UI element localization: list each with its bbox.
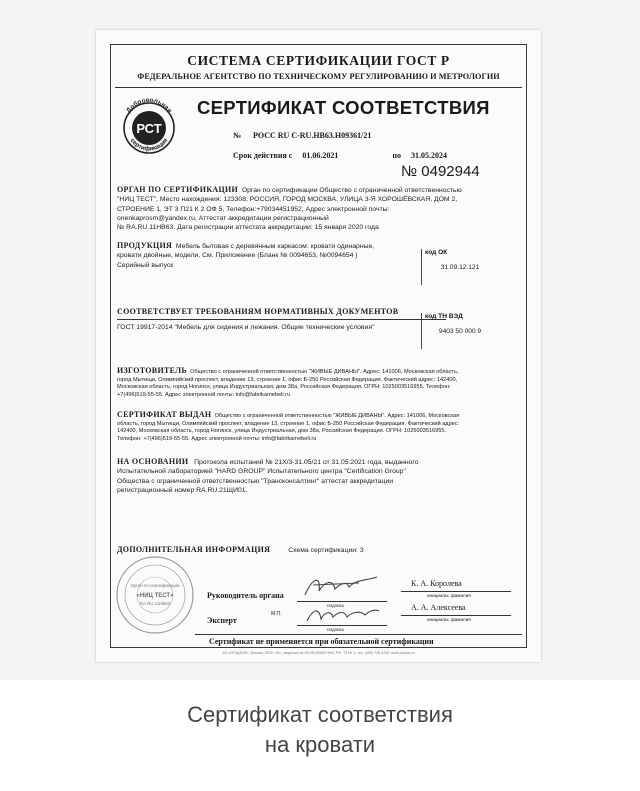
- compliance-line1: ГОСТ 19917-2014 "Мебель для сидения и лежания. Общие технические условия": [117, 324, 375, 331]
- validity-label: Срок действия с: [233, 151, 293, 160]
- basis-label: НА ОСНОВАНИИ: [117, 457, 189, 466]
- product-line2: кровати двойные, модели, См. Приложение (Бланк № 0094653, №0094654 ): [117, 252, 358, 260]
- product-code-value: 31.09.12.121: [440, 264, 480, 271]
- head-name: К. А. Королева: [411, 579, 462, 588]
- product-label: ПРОДУКЦИЯ: [117, 241, 173, 250]
- certificate-title: СЕРТИФИКАТ СООТВЕТСТВИЯ: [197, 97, 490, 118]
- manufacturer-line4: +7(496)519-55-55. Адрес электронной почты: info@fabrikamebeli.ru: [117, 391, 291, 398]
- issued-to-line1: Общество с ограниченной ответственностью "ЖИВЫЕ ДИВАНЫ". Адрес: 141006, Московская: [214, 413, 460, 419]
- certificate-sheet: [96, 30, 541, 662]
- organ-line2: "НИЦ ТЕСТ", Место нахождения: 123308, РОССИЯ, ГОРОД МОСКВА, УЛИЦА 3-Я ХОРОШЁВСКАЯ, ДОМ 2,: [117, 196, 458, 204]
- agency-name: ФЕДЕРАЛЬНОЕ АГЕНТСТВО ПО ТЕХНИЧЕСКОМУ РЕГУЛИРОВАНИЮ И МЕТРОЛОГИИ: [137, 72, 500, 81]
- manufacturer-line1: Общество с ограниченной ответственностью "ЖИВЫЕ ДИВАНЫ". Адрес: 141006, Московская область,: [190, 369, 459, 375]
- footer-rule: [195, 634, 522, 635]
- validity-to-label: по: [392, 151, 401, 160]
- tnved-code-box: [421, 313, 495, 349]
- manufacturer-label: ИЗГОТОВИТЕЛЬ: [117, 366, 187, 375]
- caption-line1: Сертификат соответствия: [187, 702, 453, 727]
- compliance-rule: [117, 319, 446, 320]
- tnved-code-value: 9403 50 000 9: [438, 328, 482, 335]
- issued-to-line3: 142400, Московская область, город Ногинск, улица Индустриальная, дом 38а, Российская Федерация. ОГРН: 1025003516955.: [117, 428, 447, 435]
- number-label: №: [233, 131, 242, 140]
- tnved-code-label: код ТН ВЭД: [425, 313, 463, 320]
- product-code-label: код ОК: [425, 249, 448, 256]
- compliance-label: СООТВЕТСТВУЕТ ТРЕБОВАНИЯМ НОРМАТИВНЫХ ДОКУМЕНТОВ: [117, 307, 399, 316]
- organ-section: [117, 185, 517, 232]
- issued-to-label: СЕРТИФИКАТ ВЫДАН: [117, 410, 212, 419]
- number-row: [233, 131, 371, 140]
- stamp-line1: Орган по сертификации: [130, 583, 180, 588]
- mp-label: М.П.: [271, 611, 282, 617]
- expert-label: Эксперт: [207, 616, 237, 625]
- head-label: Руководитель органа: [207, 591, 284, 600]
- head-name-caption: инициалы, фамилия: [427, 593, 471, 598]
- additional-label: ДОПОЛНИТЕЛЬНАЯ ИНФОРМАЦИЯ: [117, 545, 271, 554]
- issued-to-line2: область, город Мытищи, Олимпийский проспект, владение 13, строение 1, офис Б-250 Российская Федерация. Фактический адрес:: [117, 420, 460, 427]
- stamp-line3: RA.RU.11НВ63: [139, 601, 171, 606]
- manufacturer-section: [117, 367, 512, 399]
- manufacturer-line2: город Мытищи, Олимпийский проспект, владение 13, строение 1, офис Б-250 Российская Федерация. Фактический адрес: 142400,: [117, 376, 458, 383]
- stamp-icon: [113, 553, 197, 637]
- head-signature-icon: [299, 571, 383, 603]
- logo-text-top: Добровольная: [125, 96, 173, 115]
- product-section: [117, 241, 417, 270]
- blank-number: № 0492944: [401, 163, 480, 180]
- caption-line2: на кровати: [264, 732, 376, 757]
- system-title: СИСТЕМА СЕРТИФИКАЦИИ ГОСТ Р: [187, 53, 450, 68]
- footer-note: Сертификат не применяется при обязательной сертификации: [209, 637, 434, 646]
- basis-line2: Испытательной лабораторией "HARD GROUP" Испытательного центра "Certification Group": [117, 468, 406, 476]
- basis-section: [117, 457, 517, 495]
- manufacturer-line3: Московская область, город Ногинск, улица Индустриальная, дом 38а, Российская Федерация. ОГРН: 1025003516955. Телефон:: [117, 384, 451, 391]
- basis-line3: Общества с ограниченной ответственностью "Трансконсалтинг" аттестат аккредитации: [117, 477, 394, 485]
- certificate-frame: [110, 44, 527, 648]
- rst-logo-icon: [117, 95, 181, 159]
- certificate-number: РОСС RU C-RU.НВ63.Н09361/21: [253, 131, 372, 140]
- organ-line4: onenkaprosm@yandex.ru, Аттестат аккредитации регистрационный: [117, 214, 329, 222]
- printer-line: АО «ОПЦИОН», Москва, 2020, «Б», лицензия № 05-05-09/003 ФНС РФ, ТЗ № 1, тел. (495) 726-4742, www.opcion.ru: [222, 651, 415, 655]
- expert-signature-icon: [303, 601, 383, 627]
- expert-name: А. А. Алексеева: [411, 603, 466, 612]
- product-line3: Серийный выпуск: [117, 261, 174, 269]
- issued-to-line4: Телефон: +7(496)519-55-55. Адрес электронной почты: info@fabrikamebeli.ru: [117, 435, 317, 442]
- product-code-box: [421, 249, 495, 285]
- validity-row: [233, 151, 538, 160]
- logo-text-bottom: сертификация: [128, 137, 170, 153]
- organ-line5: № RA.RU.11НВ63. Дата регистрации аттестата аккредитации: 15 января 2020 года: [117, 224, 379, 232]
- expert-sign-caption: подпись: [327, 627, 345, 632]
- basis-line4: регистрационный номер RA.RU.21ЩИ01.: [117, 486, 248, 494]
- organ-label: ОРГАН ПО СЕРТИФИКАЦИИ: [117, 185, 239, 194]
- product-line1: Мебель бытовая с деревянным каркасом: кровати одинарные,: [175, 243, 375, 250]
- basis-line1: Протокола испытаний № 21Х/3-31.05/21 от 31.05.2021 года, выданного: [194, 459, 419, 466]
- expert-name-caption: инициалы, фамилия: [427, 617, 471, 622]
- organ-line3: СТРОЕНИЕ 1, ЭТ 3 П21 К 2 ОФ 5, Телефон:+79034451952, Адрес электронной почты:: [117, 205, 390, 213]
- stamp-line2: «НИЦ ТЕСТ»: [136, 593, 174, 599]
- scheme-text: Схема сертификации: 3: [288, 547, 364, 554]
- logo-mark: РСТ: [136, 121, 162, 136]
- valid-to: 31.05.2024: [410, 151, 447, 160]
- head-sign-caption: подпись: [327, 603, 345, 608]
- organ-line1: Орган по сертификации Общество с ограниченной ответственностью: [241, 187, 462, 194]
- issued-to-section: [117, 411, 512, 443]
- valid-from: 01.06.2021: [302, 151, 339, 160]
- header-rule: [115, 87, 522, 88]
